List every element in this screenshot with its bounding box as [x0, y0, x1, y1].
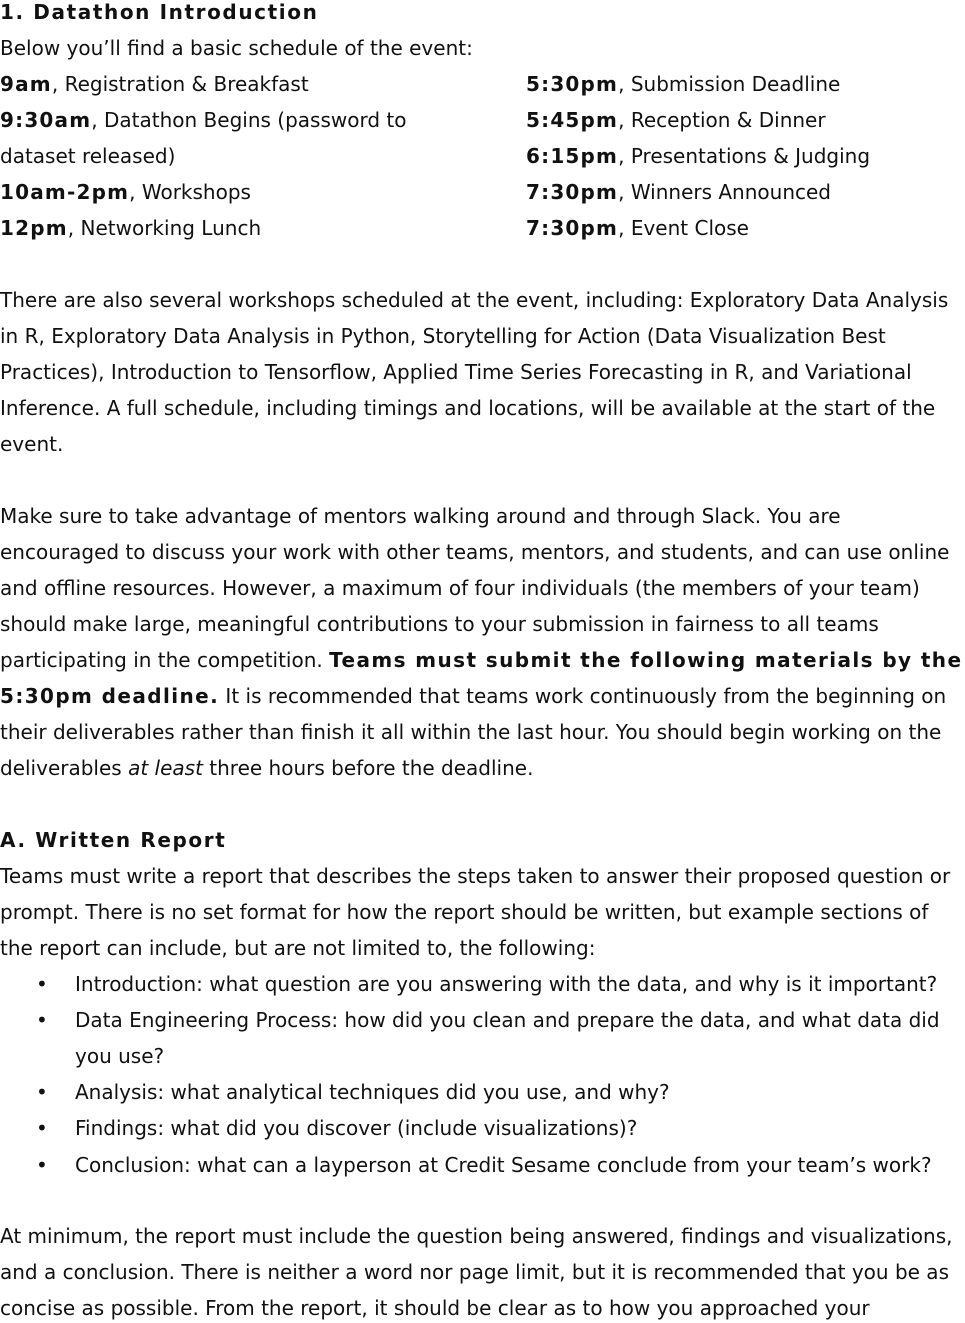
schedule-event: , Registration & Breakfast	[51, 72, 309, 96]
schedule-event: , Event Close	[618, 216, 749, 240]
schedule-item	[526, 216, 749, 240]
section-heading-written-report: A. Written Report	[0, 828, 227, 852]
schedule-event: , Reception & Dinner	[618, 108, 826, 132]
bullet-icon: •	[36, 972, 48, 996]
paragraph-line: Practices), Introduction to Tensorflow, Applied Time Series Forecasting in R, and Variational	[0, 360, 912, 384]
list-item-continuation: you use?	[75, 1044, 165, 1068]
paragraph-line: in R, Exploratory Data Analysis in Python, Storytelling for Action (Data Visualization Best	[0, 324, 886, 348]
paragraph-line: prompt. There is no set format for how the report should be written, but example sections of	[0, 900, 929, 924]
emphasis-text: Teams must submit the following materials by the	[329, 648, 963, 672]
bullet-icon: •	[36, 1080, 48, 1104]
paragraph-line: and offline resources. However, a maximum of four individuals (the members of your team)	[0, 576, 920, 600]
section-heading-datathon-introduction: 1. Datathon Introduction	[0, 0, 319, 24]
list-item: Introduction: what question are you answering with the data, and why is it important?	[75, 972, 938, 996]
list-item: Conclusion: what can a layperson at Credit Sesame conclude from your team’s work?	[75, 1153, 932, 1177]
schedule-item	[526, 144, 870, 168]
paragraph-line: Make sure to take advantage of mentors walking around and through Slack. You are	[0, 504, 841, 528]
emphasis-text: 5:30pm deadline.	[0, 684, 220, 708]
list-item: Analysis: what analytical techniques did you use, and why?	[75, 1080, 670, 1104]
schedule-intro: Below you’ll find a basic schedule of the event:	[0, 36, 473, 60]
bullet-icon: •	[36, 1116, 48, 1140]
paragraph-line: the report can include, but are not limited to, the following:	[0, 936, 596, 960]
schedule-event: , Networking Lunch	[67, 216, 262, 240]
paragraph-line: event.	[0, 432, 64, 456]
schedule-item	[0, 108, 406, 132]
paragraph-line: Teams must write a report that describes the steps taken to answer their proposed question or	[0, 864, 951, 888]
schedule-time: 5:30pm	[526, 72, 619, 96]
paragraph-line: Inference. A full schedule, including timings and locations, will be available at the start of the	[0, 396, 936, 420]
paragraph-line: their deliverables rather than finish it all within the last hour. You should begin working on the	[0, 720, 942, 744]
schedule-time: 6:15pm	[526, 144, 619, 168]
schedule-item	[0, 216, 261, 240]
schedule-time: 9:30am	[0, 108, 92, 132]
paragraph-text: deliverables	[0, 756, 129, 780]
schedule-event: dataset released)	[0, 144, 176, 168]
schedule-item	[0, 72, 309, 96]
schedule-item	[526, 180, 831, 204]
paragraph-line: At minimum, the report must include the question being answered, findings and visualizations,	[0, 1224, 953, 1248]
paragraph-line	[0, 684, 946, 708]
schedule-event: , Winners Announced	[618, 180, 831, 204]
italic-text: at least	[128, 756, 203, 780]
paragraph-text: It is recommended that teams work continuously from the beginning on	[219, 684, 947, 708]
schedule-time: 12pm	[0, 216, 68, 240]
paragraph-line: There are also several workshops scheduled at the event, including: Exploratory Data Analysis	[0, 288, 949, 312]
paragraph-line: concise as possible. From the report, it should be clear as to how you approached your	[0, 1296, 870, 1320]
paragraph-line: and a conclusion. There is neither a word nor page limit, but it is recommended that you be as	[0, 1260, 949, 1284]
bullet-icon: •	[36, 1153, 48, 1177]
list-item: Data Engineering Process: how did you clean and prepare the data, and what data did	[75, 1008, 940, 1032]
schedule-item	[526, 108, 826, 132]
schedule-event: , Presentations & Judging	[618, 144, 871, 168]
schedule-time: 10am-2pm	[0, 180, 130, 204]
schedule-item	[526, 72, 840, 96]
schedule-time: 5:45pm	[526, 108, 619, 132]
schedule-time: 7:30pm	[526, 180, 619, 204]
paragraph-text: three hours before the deadline.	[202, 756, 534, 780]
list-item: Findings: what did you discover (include visualizations)?	[75, 1116, 638, 1140]
schedule-item-continuation	[0, 144, 175, 168]
schedule-item	[0, 180, 251, 204]
schedule-event: , Datathon Begins (password to	[91, 108, 407, 132]
schedule-event: , Workshops	[129, 180, 251, 204]
paragraph-line: encouraged to discuss your work with other teams, mentors, and students, and can use online	[0, 540, 950, 564]
paragraph-line	[0, 756, 533, 780]
paragraph-line: should make large, meaningful contributions to your submission in fairness to all teams	[0, 612, 879, 636]
paragraph-line	[0, 648, 962, 672]
bullet-icon: •	[36, 1008, 48, 1032]
schedule-event: , Submission Deadline	[618, 72, 841, 96]
paragraph-text: participating in the competition.	[0, 648, 330, 672]
schedule-time: 9am	[0, 72, 52, 96]
schedule-time: 7:30pm	[526, 216, 619, 240]
